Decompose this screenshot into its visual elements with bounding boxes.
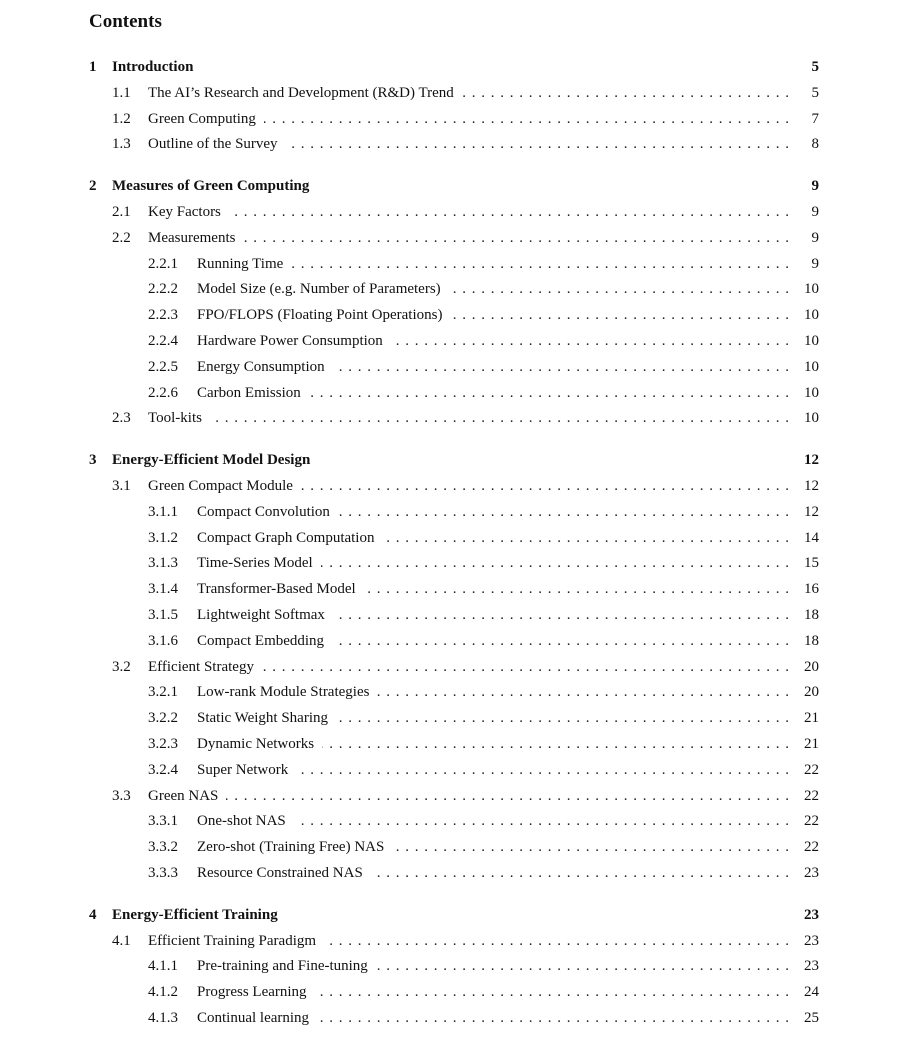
toc-leader-dots: [364, 578, 789, 600]
toc-entry-page[interactable]: 22: [804, 839, 819, 855]
toc-entry-page[interactable]: 9: [811, 230, 819, 246]
page-title: Contents: [89, 11, 162, 32]
toc-entry-title[interactable]: Outline of the Survey: [148, 136, 278, 152]
toc-entry-number: 4.1.2: [148, 984, 178, 1000]
toc-entry-number: 2.3: [112, 410, 131, 426]
toc-entry-title[interactable]: Pre-training and Fine-tuning: [197, 958, 368, 974]
toc-section-entry[interactable]: [0, 82, 919, 104]
toc-leader-dots: [382, 527, 789, 549]
toc-subsection-entry[interactable]: [0, 578, 919, 600]
toc-leader-dots: [296, 759, 789, 781]
toc-leader-dots: [226, 785, 789, 807]
toc-entry-title[interactable]: Measurements: [148, 230, 236, 246]
toc-entry-number: 3.1.5: [148, 607, 178, 623]
toc-subsection-entry[interactable]: [0, 733, 919, 755]
toc-entry-page[interactable]: 9: [811, 204, 819, 220]
toc-chapter-entry[interactable]: [0, 904, 919, 926]
toc-entry-title[interactable]: Low-rank Module Strategies: [197, 684, 370, 700]
toc-leader-dots: [229, 201, 789, 223]
toc-entry-title[interactable]: Compact Embedding: [197, 633, 325, 649]
toc-section-entry[interactable]: [0, 785, 919, 807]
toc-subsection-entry[interactable]: [0, 552, 919, 574]
toc-chapter-entry[interactable]: [0, 449, 919, 471]
toc-entry-page[interactable]: 16: [804, 581, 819, 597]
toc-subsection-entry[interactable]: [0, 707, 919, 729]
toc-entry-number: 3.2.2: [148, 710, 178, 726]
toc-entry-page[interactable]: 18: [804, 607, 819, 623]
toc-leader-dots: [291, 253, 789, 275]
toc-leader-dots: [376, 955, 789, 977]
toc-leader-dots: [294, 810, 789, 832]
toc-leader-dots: [338, 501, 789, 523]
toc-entry-number: 3.3: [112, 788, 131, 804]
toc-entry-number: 4: [89, 907, 97, 923]
toc-leader-dots: [322, 733, 789, 755]
toc-entry-page[interactable]: 23: [804, 958, 819, 974]
toc-leader-dots: [371, 862, 789, 884]
toc-entry-title[interactable]: Green NAS: [148, 788, 219, 804]
toc-subsection-entry[interactable]: [0, 382, 919, 404]
toc-entry-number: 3.3.3: [148, 865, 178, 881]
toc-entry-number: 3.3.1: [148, 813, 178, 829]
toc-entry-number: 4.1: [112, 933, 131, 949]
toc-entry-number: 3.2.1: [148, 684, 178, 700]
toc-entry-page[interactable]: 9: [811, 256, 819, 272]
toc-subsection-entry[interactable]: [0, 527, 919, 549]
toc-subsection-entry[interactable]: [0, 330, 919, 352]
toc-chapter-entry[interactable]: [0, 175, 919, 197]
toc-entry-number: 3.2.3: [148, 736, 178, 752]
toc-entry-number: 3.1.3: [148, 555, 178, 571]
toc-entry-number: 3.1: [112, 478, 131, 494]
toc-leader-dots: [315, 981, 789, 1003]
toc-entry-title[interactable]: Zero-shot (Training Free) NAS: [197, 839, 385, 855]
toc-entry-title[interactable]: Progress Learning: [197, 984, 307, 1000]
toc-entry-title[interactable]: Running Time: [197, 256, 284, 272]
toc-leader-dots: [262, 656, 789, 678]
toc-entry-page[interactable]: 25: [804, 1010, 819, 1026]
toc-entry-title[interactable]: Time-Series Model: [197, 555, 313, 571]
toc-entry-page[interactable]: 10: [804, 333, 819, 349]
toc-entry-number: 1.1: [112, 85, 131, 101]
toc-subsection-entry[interactable]: [0, 1007, 919, 1029]
toc-section-entry[interactable]: [0, 656, 919, 678]
toc-entry-page[interactable]: 9: [811, 178, 819, 194]
toc-entry-number: 2.2.1: [148, 256, 178, 272]
toc-entry-number: 3.1.6: [148, 633, 178, 649]
toc-leader-dots: [332, 630, 789, 652]
toc-entry-title[interactable]: Efficient Strategy: [148, 659, 254, 675]
toc-entry-title[interactable]: Green Computing: [148, 111, 256, 127]
toc-entry-title[interactable]: Dynamic Networks: [197, 736, 315, 752]
toc-entry-title[interactable]: Compact Convolution: [197, 504, 330, 520]
toc-subsection-entry[interactable]: [0, 810, 919, 832]
toc-subsection-entry[interactable]: [0, 304, 919, 326]
toc-entry-title[interactable]: Green Compact Module: [148, 478, 293, 494]
toc-entry-number: 2.2: [112, 230, 131, 246]
toc-section-entry[interactable]: [0, 475, 919, 497]
toc-entry-title[interactable]: Key Factors: [148, 204, 221, 220]
toc-entry-page[interactable]: 5: [811, 59, 819, 75]
toc-subsection-entry[interactable]: [0, 253, 919, 275]
toc-subsection-entry[interactable]: [0, 681, 919, 703]
toc-entry-number: 1: [89, 59, 97, 75]
toc-entry-number: 2.2.3: [148, 307, 178, 323]
toc-leader-dots: [286, 133, 789, 155]
toc-entry-page[interactable]: 22: [804, 788, 819, 804]
toc-section-entry[interactable]: [0, 108, 919, 130]
toc-entry-page[interactable]: 10: [804, 281, 819, 297]
toc-entry-title[interactable]: Model Size (e.g. Number of Parameters): [197, 281, 441, 297]
toc-entry-page[interactable]: 12: [804, 504, 819, 520]
toc-entry-page[interactable]: 7: [811, 111, 819, 127]
toc-entry-title[interactable]: One-shot NAS: [197, 813, 286, 829]
toc-entry-page[interactable]: 12: [804, 478, 819, 494]
toc-entry-title[interactable]: Hardware Power Consumption: [197, 333, 383, 349]
toc-entry-number: 4.1.3: [148, 1010, 178, 1026]
toc-leader-dots: [321, 552, 789, 574]
toc-leader-dots: [324, 930, 789, 952]
toc-entry-page[interactable]: 22: [804, 813, 819, 829]
toc-entry-title[interactable]: Energy-Efficient Model Design: [112, 452, 311, 468]
toc-entry-page[interactable]: 21: [804, 736, 819, 752]
toc-entry-number: 3: [89, 452, 97, 468]
toc-leader-dots: [336, 707, 789, 729]
toc-entry-number: 3.1.2: [148, 530, 178, 546]
toc-entry-number: 4.1.1: [148, 958, 178, 974]
toc-leader-dots: [309, 382, 789, 404]
toc-leader-dots: [333, 356, 789, 378]
toc-entry-number: 2.2.5: [148, 359, 178, 375]
toc-leader-dots: [449, 278, 789, 300]
toc-section-entry[interactable]: [0, 407, 919, 429]
toc-subsection-entry[interactable]: [0, 981, 919, 1003]
toc-leader-dots: [377, 681, 789, 703]
toc-entry-page[interactable]: 23: [804, 865, 819, 881]
toc-entry-number: 2.1: [112, 204, 131, 220]
toc-chapter-entry[interactable]: [0, 56, 919, 78]
toc-entry-title[interactable]: The AI’s Research and Development (R&D) Trend: [148, 85, 454, 101]
toc-entry-page[interactable]: 10: [804, 410, 819, 426]
toc-entry-number: 3.1.1: [148, 504, 178, 520]
toc-entry-number: 2.2.4: [148, 333, 178, 349]
toc-subsection-entry[interactable]: [0, 356, 919, 378]
toc-leader-dots: [333, 604, 789, 626]
toc-entry-title[interactable]: Energy-Efficient Training: [112, 907, 278, 923]
toc-entry-title[interactable]: Efficient Training Paradigm: [148, 933, 317, 949]
toc-leader-dots: [301, 475, 789, 497]
toc-entry-page[interactable]: 23: [804, 933, 819, 949]
toc-entry-page[interactable]: 18: [804, 633, 819, 649]
toc-entry-title[interactable]: Energy Consumption: [197, 359, 325, 375]
toc-entry-number: 3.3.2: [148, 839, 178, 855]
toc-section-entry[interactable]: [0, 201, 919, 223]
toc-entry-page[interactable]: 20: [804, 659, 819, 675]
toc-entry-title[interactable]: FPO/FLOPS (Floating Point Operations): [197, 307, 443, 323]
toc-entry-title[interactable]: Carbon Emission: [197, 385, 301, 401]
toc-entry-number: 3.1.4: [148, 581, 178, 597]
toc-entry-number: 2.2.6: [148, 385, 178, 401]
toc-entry-title[interactable]: Static Weight Sharing: [197, 710, 329, 726]
toc-subsection-entry[interactable]: [0, 630, 919, 652]
toc-section-entry[interactable]: [0, 227, 919, 249]
toc-leader-dots: [392, 836, 789, 858]
toc-leader-dots: [243, 227, 789, 249]
toc-entry-number: 1.3: [112, 136, 131, 152]
toc-entry-page[interactable]: 12: [804, 452, 819, 468]
toc-entry-page[interactable]: 21: [804, 710, 819, 726]
toc-subsection-entry[interactable]: [0, 501, 919, 523]
toc-entry-page[interactable]: 22: [804, 762, 819, 778]
toc-entry-number: 3.2.4: [148, 762, 178, 778]
toc-subsection-entry[interactable]: [0, 759, 919, 781]
toc-leader-dots: [450, 304, 789, 326]
toc-entry-title[interactable]: Resource Constrained NAS: [197, 865, 363, 881]
toc-entry-number: 2: [89, 178, 97, 194]
toc-leader-dots: [391, 330, 789, 352]
toc-entry-page[interactable]: 10: [804, 385, 819, 401]
toc-entry-page[interactable]: 5: [811, 85, 819, 101]
toc-entry-number: 1.2: [112, 111, 131, 127]
toc-section-entry[interactable]: [0, 133, 919, 155]
toc-subsection-entry[interactable]: [0, 955, 919, 977]
toc-entry-number: 2.2.2: [148, 281, 178, 297]
toc-entry-title[interactable]: Transformer-Based Model: [197, 581, 356, 597]
toc-entry-page[interactable]: 10: [804, 307, 819, 323]
toc-entry-title[interactable]: Measures of Green Computing: [112, 178, 310, 194]
toc-subsection-entry[interactable]: [0, 862, 919, 884]
toc-leader-dots: [264, 108, 789, 130]
toc-subsection-entry[interactable]: [0, 604, 919, 626]
toc-entry-title[interactable]: Introduction: [112, 59, 194, 75]
toc-entry-number: 3.2: [112, 659, 131, 675]
toc-entry-title[interactable]: Super Network: [197, 762, 289, 778]
toc-section-entry[interactable]: [0, 930, 919, 952]
toc-entry-page[interactable]: 14: [804, 530, 819, 546]
toc-entry-page[interactable]: 20: [804, 684, 819, 700]
toc-leader-dots: [210, 407, 789, 429]
toc-entry-page[interactable]: 10: [804, 359, 819, 375]
toc-entry-title[interactable]: Compact Graph Computation: [197, 530, 375, 546]
toc-entry-title[interactable]: Continual learning: [197, 1010, 310, 1026]
toc-entry-page[interactable]: 15: [804, 555, 819, 571]
toc-leader-dots: [462, 82, 789, 104]
toc-entry-page[interactable]: 23: [804, 907, 819, 923]
toc-subsection-entry[interactable]: [0, 278, 919, 300]
toc-entry-page[interactable]: 8: [811, 136, 819, 152]
toc-entry-title[interactable]: Tool-kits: [148, 410, 202, 426]
toc-entry-title[interactable]: Lightweight Softmax: [197, 607, 325, 623]
toc-subsection-entry[interactable]: [0, 836, 919, 858]
toc-entry-page[interactable]: 24: [804, 984, 819, 1000]
toc-leader-dots: [317, 1007, 789, 1029]
